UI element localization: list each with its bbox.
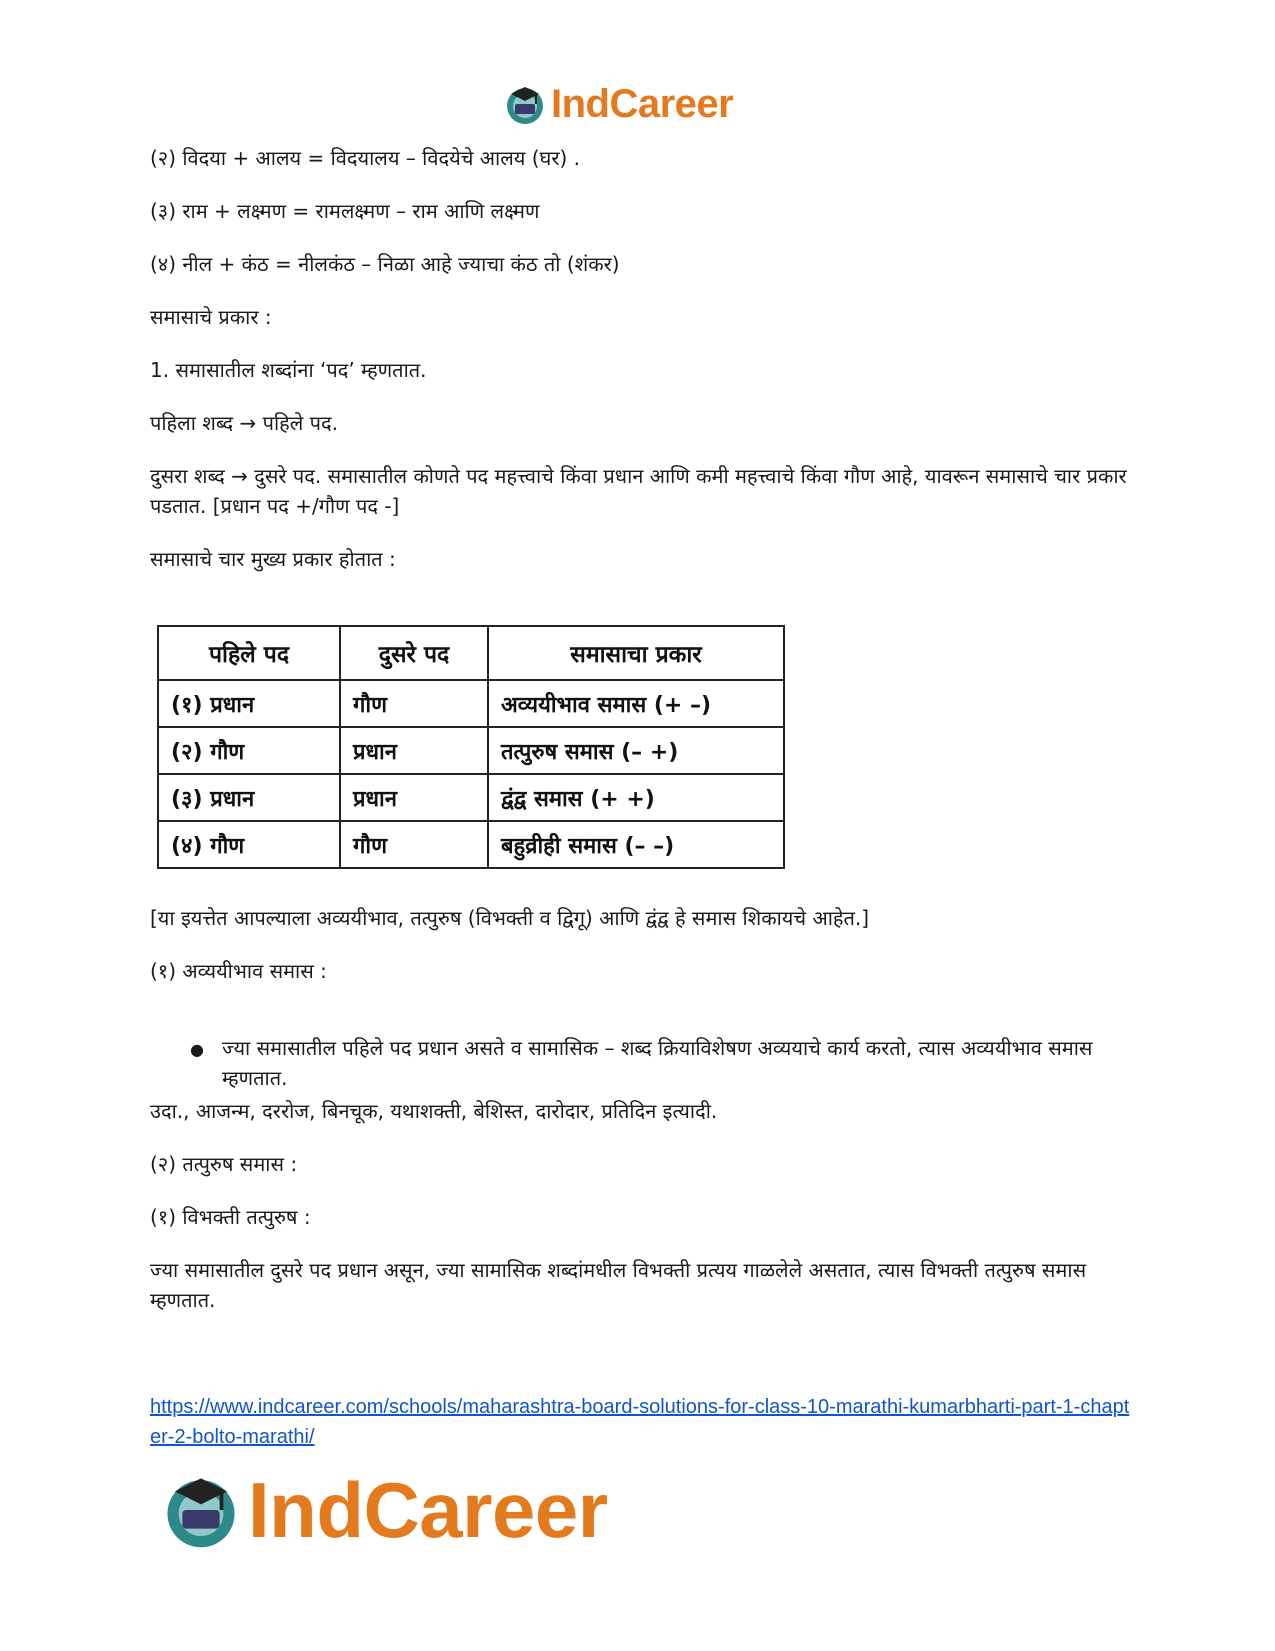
table-row	[158, 727, 784, 774]
example-line-4: (४) नील + कंठ = नीलकंठ – निळा आहे ज्याचा कंठ तो (शंकर)	[150, 252, 620, 276]
table-cell: (२) गौण	[158, 727, 340, 774]
samas-types-table	[157, 625, 785, 869]
table-row	[158, 774, 784, 821]
example-line-3: (३) राम + लक्ष्मण = रामलक्ष्मण – राम आणि लक्ष्मण	[150, 199, 540, 223]
subsection-heading-vibhakti: (१) विभक्ती तत्पुरुष :	[150, 1205, 311, 1229]
table-cell: प्रधान	[340, 727, 488, 774]
table-cell: बहुव्रीही समास (– –)	[488, 821, 784, 868]
example-line-2: (२) विदया + आलय = विदयालय – विदयेचे आलय (घर) .	[150, 146, 581, 170]
table-row	[158, 680, 784, 727]
source-link[interactable]: https://www.indcareer.com/schools/maharashtra-board-solutions-for-class-10-marathi-kumarbharti-part-1-chapter-2-bolto-marathi/	[150, 1396, 1130, 1448]
table-cell: तत्पुरुष समास (– +)	[488, 727, 784, 774]
table-cell: (१) प्रधान	[158, 680, 340, 727]
paragraph-examples: उदा., आजन्म, दररोज, बिनचूक, यथाशक्ती, बेशिस्त, दारोदार, प्रतिदिन इत्यादी.	[150, 1099, 718, 1123]
logo-text: IndCareer	[248, 1465, 608, 1554]
table-header: दुसरे पद	[340, 626, 488, 680]
table-cell: गौण	[340, 680, 488, 727]
paragraph-first-word: पहिला शब्द → पहिले पद.	[150, 411, 339, 435]
header-logo	[503, 80, 733, 128]
paragraph-pad-definition: 1. समासातील शब्दांना ‘पद’ म्हणतात.	[150, 358, 427, 382]
table-header-row	[158, 626, 784, 680]
table-cell: प्रधान	[340, 774, 488, 821]
table-cell: (३) प्रधान	[158, 774, 340, 821]
bullet-text: ज्या समासातील पहिले पद प्रधान असते व सामासिक – शब्द क्रियाविशेषण अव्ययाचे कार्य करतो, त्यास अव्ययीभाव समास म्हणतात.	[222, 1036, 1093, 1090]
bullet-icon: ●	[190, 1040, 204, 1059]
paragraph-syllabus-note: [या इयत्तेत आपल्याला अव्ययीभाव, तत्पुरुष (विभक्ती व द्विगू) आणि द्वंद्व हे समास शिकायचे आहेत.]	[150, 906, 870, 930]
section-heading-avyayibhav: (१) अव्ययीभाव समास :	[150, 959, 327, 983]
section-heading-tatpurush: (२) तत्पुरुष समास :	[150, 1152, 298, 1176]
table-cell: गौण	[340, 821, 488, 868]
table-cell: (४) गौण	[158, 821, 340, 868]
table-header: पहिले पद	[158, 626, 340, 680]
paragraph-second-word: दुसरा शब्द → दुसरे पद. समासातील कोणते पद महत्त्वाचे किंवा प्रधान आणि कमी महत्त्वाचे किंवा गौण आहे, यावरून समासाचे चार प्रकार पडतात. [प्रधान पद +/गौण पद -]	[150, 464, 1127, 518]
list-item	[190, 1033, 1120, 1093]
footer-logo	[160, 1465, 608, 1555]
table-header: समासाचा प्रकार	[488, 626, 784, 680]
paragraph-vibhakti-definition: ज्या समासातील दुसरे पद प्रधान असून, ज्या सामासिक शब्दांमधील विभक्ती प्रत्यय गाळलेले असतात, त्यास विभक्ती तत्पुरुष समास म्हणतात.	[150, 1258, 1087, 1312]
graduation-globe-icon	[160, 1469, 242, 1551]
table-cell: अव्ययीभाव समास (+ –)	[488, 680, 784, 727]
table-row	[158, 821, 784, 868]
graduation-globe-icon	[503, 82, 547, 126]
table-cell: द्वंद्व समास (+ +)	[488, 774, 784, 821]
logo-text: IndCareer	[551, 81, 734, 126]
section-heading-types: समासाचे प्रकार :	[150, 305, 272, 329]
paragraph-four-types: समासाचे चार मुख्य प्रकार होतात :	[150, 547, 396, 571]
